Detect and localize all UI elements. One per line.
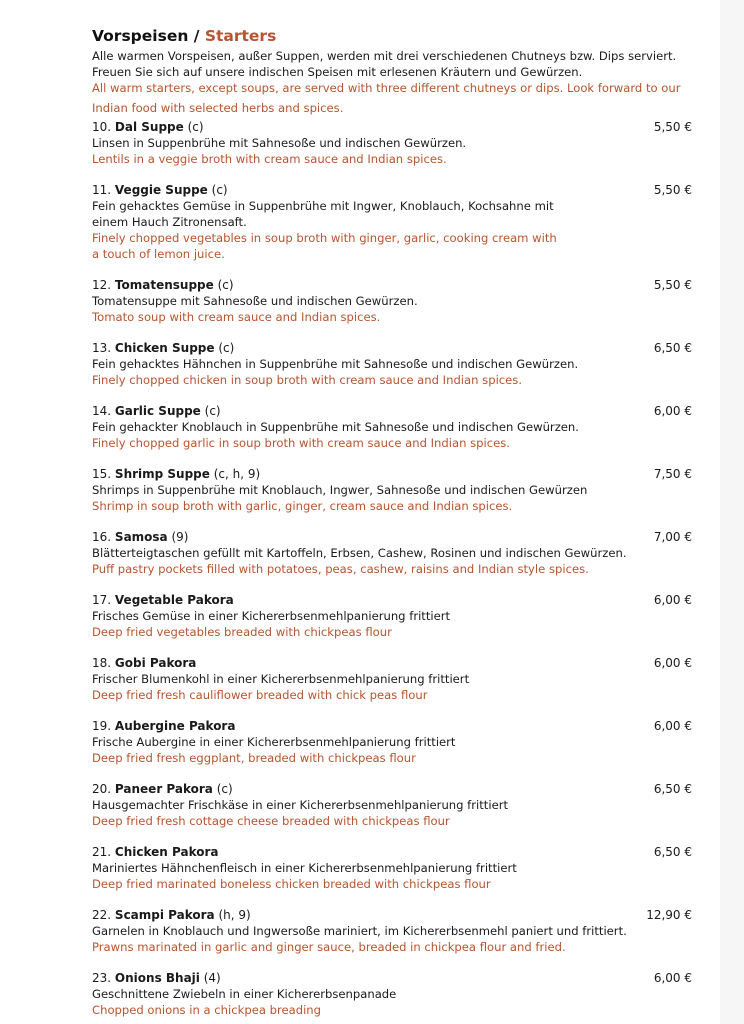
menu-item-name: Paneer Pakora — [114, 782, 213, 796]
menu-item-title — [92, 340, 234, 356]
item-spacer — [92, 167, 704, 182]
menu-item-description-de: Hausgemachter Frischkäse in einer Kichererbsenmehlpanierung frittiert — [92, 798, 509, 812]
menu-item — [92, 592, 704, 640]
menu-item-description-en: Deep fried marinated boneless chicken breaded with chickpeas flour — [92, 877, 491, 891]
menu-item-name: Vegetable Pakora — [114, 593, 234, 607]
menu-item — [92, 844, 704, 892]
menu-items-list — [92, 119, 704, 1018]
menu-item — [92, 119, 704, 167]
menu-item-description-de: Frisches Gemüse in einer Kichererbsenmehlpanierung frittiert — [92, 609, 451, 623]
item-spacer — [92, 514, 704, 529]
menu-item — [92, 655, 704, 703]
menu-item-name: Chicken Pakora — [114, 845, 219, 859]
menu-item-number: 18. — [92, 656, 112, 670]
menu-item-header — [92, 718, 704, 734]
menu-item-title — [92, 844, 219, 860]
menu-item — [92, 182, 704, 262]
menu-item-price: 6,50 € — [653, 341, 692, 355]
menu-item-price: 5,50 € — [653, 183, 692, 197]
menu-item-description-en: Chopped onions in a chickpea breading — [92, 1003, 322, 1017]
menu-item-name: Garlic Suppe — [114, 404, 201, 418]
menu-item-number: 11. — [92, 183, 112, 197]
intro-de-line-2: Freuen Sie sich auf unsere indischen Speisen mit erlesenen Kräutern und Gewürzen. — [92, 65, 583, 79]
menu-item-header — [92, 970, 704, 986]
menu-item-price: 12,90 € — [646, 908, 692, 922]
menu-item-number: 15. — [92, 467, 112, 481]
menu-item-description-en: Deep fried fresh cottage cheese breaded with chickpeas flour — [92, 814, 450, 828]
menu-item — [92, 277, 704, 325]
menu-item-description-de: Mariniertes Hähnchenfleisch in einer Kichererbsenmehlpanierung frittiert — [92, 861, 517, 875]
menu-item-header — [92, 655, 704, 671]
menu-item-description-de: Shrimps in Suppenbrühe mit Knoblauch, Ingwer, Sahnesoße und indischen Gewürzen — [92, 483, 588, 497]
menu-item-description-en: Finely chopped garlic in soup broth with cream sauce and Indian spices. — [92, 436, 510, 450]
menu-item-allergens: (h, 9) — [218, 908, 251, 922]
item-spacer — [92, 892, 704, 907]
item-spacer — [92, 703, 704, 718]
menu-item-header — [92, 592, 704, 608]
menu-item-description-en: Deep fried vegetables breaded with chickpeas flour — [92, 625, 392, 639]
menu-item-name: Gobi Pakora — [114, 656, 197, 670]
item-spacer — [92, 640, 704, 655]
menu-item-number: 12. — [92, 278, 112, 292]
menu-item-header — [92, 277, 704, 293]
menu-item-description-de: Fein gehacktes Hähnchen in Suppenbrühe mit Sahnesoße und indischen Gewürzen. — [92, 357, 579, 371]
menu-item-name: Onions Bhaji — [114, 971, 200, 985]
menu-item — [92, 403, 704, 451]
menu-item-description-en: Deep fried fresh cauliflower breaded with chick peas flour — [92, 688, 428, 702]
menu-item-price: 6,00 € — [653, 719, 692, 733]
menu-item-allergens: (c) — [217, 278, 234, 292]
menu-item-price: 6,50 € — [653, 845, 692, 859]
menu-item-title — [92, 781, 233, 797]
menu-item-header — [92, 403, 704, 419]
item-spacer — [92, 262, 704, 277]
menu-item-allergens: (c) — [204, 404, 221, 418]
menu-item-description-de: Blätterteigtaschen gefüllt mit Kartoffeln, Erbsen, Cashew, Rosinen und indischen Gewürzen. — [92, 546, 627, 560]
menu-item-header — [92, 529, 704, 545]
menu-item-price: 5,50 € — [653, 120, 692, 134]
menu-item-number: 22. — [92, 908, 112, 922]
menu-item-name: Shrimp Suppe — [114, 467, 210, 481]
menu-item-allergens: (c) — [218, 341, 235, 355]
menu-item-number: 20. — [92, 782, 112, 796]
menu-item-description-en: a touch of lemon juice. — [92, 247, 225, 261]
menu-item-description-en: Prawns marinated in garlic and ginger sauce, breaded in chickpea flour and fried. — [92, 940, 566, 954]
item-spacer — [92, 325, 704, 340]
menu-item-number: 16. — [92, 530, 112, 544]
menu-item-name: Veggie Suppe — [114, 183, 208, 197]
menu-item-description-en: Lentils in a veggie broth with cream sauce and Indian spices. — [92, 152, 447, 166]
menu-item-header — [92, 781, 704, 797]
item-spacer — [92, 388, 704, 403]
menu-item-number: 17. — [92, 593, 112, 607]
menu-item-description-de: einem Hauch Zitronensaft. — [92, 215, 247, 229]
menu-item-price: 6,50 € — [653, 782, 692, 796]
menu-item — [92, 529, 704, 577]
menu-item-price: 6,00 € — [653, 656, 692, 670]
menu-item-description-en: Puff pastry pockets filled with potatoes, peas, cashew, raisins and Indian style spices. — [92, 562, 589, 576]
menu-item-header — [92, 907, 704, 923]
menu-item-header — [92, 119, 704, 135]
section-title-en: Starters — [204, 27, 277, 45]
menu-item-title — [92, 182, 228, 198]
menu-item-number: 10. — [92, 120, 112, 134]
menu-item-header — [92, 844, 704, 860]
menu-item-description-en: Shrimp in soup broth with garlic, ginger, cream sauce and Indian spices. — [92, 499, 513, 513]
menu-item-description-en: Tomato soup with cream sauce and Indian spices. — [92, 310, 381, 324]
menu-item-title — [92, 403, 221, 419]
menu-item-header — [92, 340, 704, 356]
menu-item-price: 6,00 € — [653, 404, 692, 418]
menu-item — [92, 340, 704, 388]
menu-item — [92, 718, 704, 766]
menu-item-name: Chicken Suppe — [114, 341, 215, 355]
menu-item-number: 23. — [92, 971, 112, 985]
menu-item-description-de: Garnelen in Knoblauch und Ingwersoße mariniert, im Kichererbsenmehl paniert und frittiert. — [92, 924, 627, 938]
section-title — [92, 26, 704, 46]
menu-item — [92, 970, 704, 1018]
menu-item-allergens: (c) — [211, 183, 228, 197]
menu-item-description-de: Fein gehacktes Gemüse in Suppenbrühe mit Ingwer, Knoblauch, Kochsahne mit — [92, 199, 554, 213]
menu-item-header — [92, 466, 704, 482]
item-spacer — [92, 955, 704, 970]
intro-en-line-1: All warm starters, except soups, are served with three different chutneys or dips. Look forward to our — [92, 81, 681, 95]
menu-item-allergens: (c, h, 9) — [213, 467, 261, 481]
menu-item-number: 19. — [92, 719, 112, 733]
menu-item-title — [92, 466, 260, 482]
menu-item-price: 5,50 € — [653, 278, 692, 292]
menu-item-title — [92, 718, 235, 734]
menu-item-name: Samosa — [114, 530, 168, 544]
menu-item-description-de: Frischer Blumenkohl in einer Kichererbsenmehlpanierung frittiert — [92, 672, 470, 686]
item-spacer — [92, 829, 704, 844]
menu-item-description-en: Deep fried fresh eggplant, breaded with chickpeas flour — [92, 751, 416, 765]
menu-item-name: Aubergine Pakora — [114, 719, 236, 733]
menu-item-name: Dal Suppe — [114, 120, 184, 134]
menu-item-description-en: Finely chopped vegetables in soup broth with ginger, garlic, cooking cream with — [92, 231, 557, 245]
menu-item-description-de: Linsen in Suppenbrühe mit Sahnesoße und indischen Gewürzen. — [92, 136, 467, 150]
menu-item-name: Tomatensuppe — [114, 278, 214, 292]
menu-item-description-de: Tomatensuppe mit Sahnesoße und indischen Gewürzen. — [92, 294, 418, 308]
menu-item-title — [92, 529, 188, 545]
menu-item-title — [92, 277, 234, 293]
menu-item-allergens: (c) — [216, 782, 233, 796]
menu-item-allergens: (9) — [171, 530, 189, 544]
menu-item-number: 14. — [92, 404, 112, 418]
section-title-de: Vorspeisen / — [92, 27, 205, 45]
intro-en-line-2: Indian food with selected herbs and spices. — [92, 101, 344, 115]
menu-item — [92, 781, 704, 829]
menu-item — [92, 466, 704, 514]
menu-item-price: 6,00 € — [653, 971, 692, 985]
menu-item-number: 13. — [92, 341, 112, 355]
item-spacer — [92, 766, 704, 781]
menu-item-allergens: (4) — [203, 971, 221, 985]
menu-item-description-de: Fein gehackter Knoblauch in Suppenbrühe mit Sahnesoße und indischen Gewürzen. — [92, 420, 579, 434]
menu-item-title — [92, 592, 234, 608]
menu-item-title — [92, 970, 221, 986]
menu-item-price: 7,50 € — [653, 467, 692, 481]
menu-item-name: Scampi Pakora — [114, 908, 215, 922]
intro-de-line-1: Alle warmen Vorspeisen, außer Suppen, werden mit drei verschiedenen Chutneys bzw. Dips serviert. — [92, 49, 677, 63]
menu-item-description-en: Finely chopped chicken in soup broth with cream sauce and Indian spices. — [92, 373, 523, 387]
menu-item-title — [92, 907, 251, 923]
menu-item-price: 6,00 € — [653, 593, 692, 607]
menu-content — [92, 26, 704, 1018]
item-spacer — [92, 451, 704, 466]
menu-item-price: 7,00 € — [653, 530, 692, 544]
item-spacer — [92, 577, 704, 592]
menu-item-description-de: Frische Aubergine in einer Kichererbsenmehlpanierung frittiert — [92, 735, 456, 749]
menu-item-description-de: Geschnittene Zwiebeln in einer Kichererbsenpanade — [92, 987, 397, 1001]
menu-item — [92, 907, 704, 955]
menu-item-number: 21. — [92, 845, 112, 859]
menu-item-allergens: (c) — [187, 120, 204, 134]
menu-item-title — [92, 119, 204, 135]
menu-item-title — [92, 655, 196, 671]
menu-item-header — [92, 182, 704, 198]
